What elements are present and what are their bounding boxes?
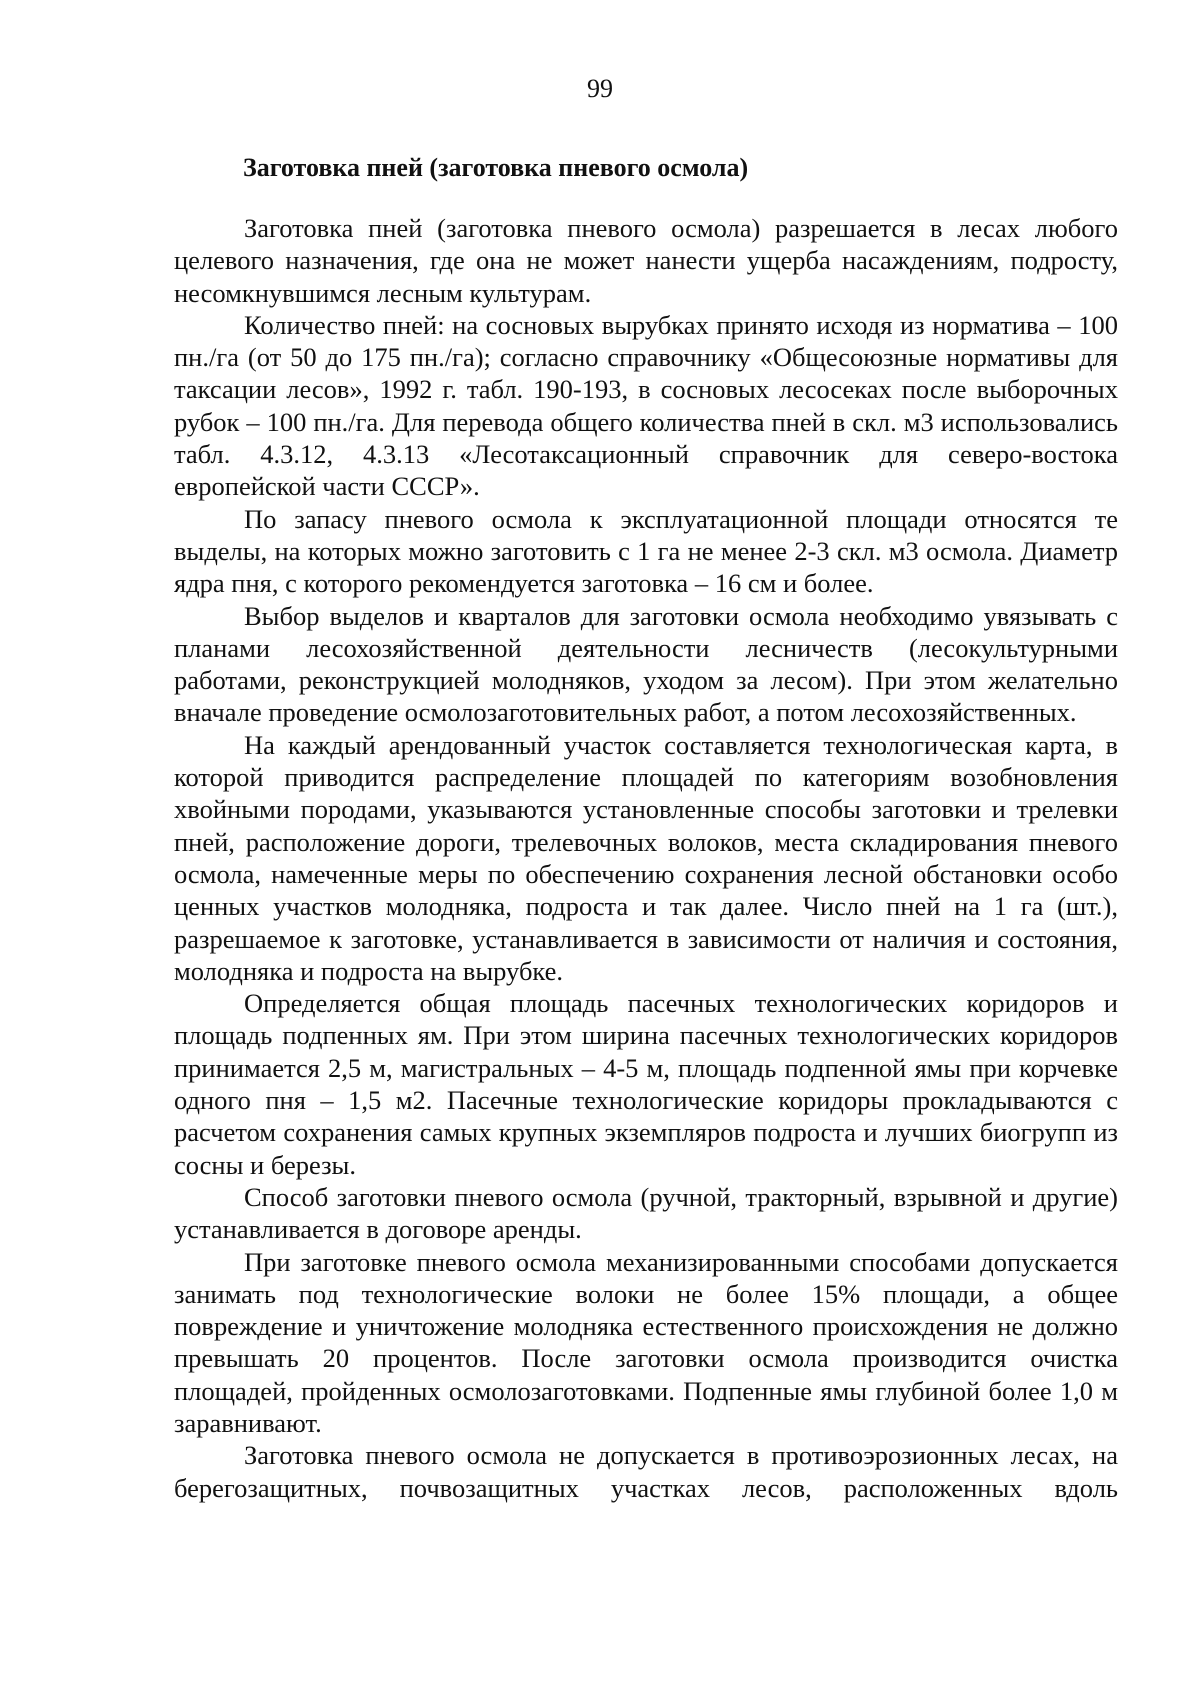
paragraph: Выбор выделов и кварталов для заготовки осмола необходимо увязывать с планами лесохозяйственной деятельности лесничеств (лесокультурными работами, реконструкцией молодняков, уходом за лесом). При этом желательно вначале проведение осмолозаготовительных работ, а потом лесохозяйственных.	[174, 600, 1118, 728]
paragraph: Количество пней: на сосновых вырубках принято исходя из норматива – 100 пн./га (от 50 до 175 пн./га); согласно справочнику «Общесоюзные нормативы для таксации лесов», 1992 г. табл. 190-193, в сосновых лесосеках после выборочных рубок – 100 пн./га. Для перевода общего количества пней в скл. м3 использовались табл. 4.3.12, 4.3.13 «Лесотаксационный справочник для северо-востока европейской части СССР».	[174, 309, 1118, 502]
page-number: 99	[587, 74, 613, 103]
body-text	[174, 212, 1118, 1504]
paragraph: На каждый арендованный участок составляется технологическая карта, в которой приводится распределение площадей по категориям возобновления хвойными породами, указываются установленные способы заготовки и трелевки пней, расположение дороги, трелевочных волоков, места складирования пневого осмола, намеченные меры по обеспечению сохранения лесной обстановки особо ценных участков молодняка, подроста и так далее. Число пней на 1 га (шт.), разрешаемое к заготовке, устанавливается в зависимости от наличия и состояния, молодняка и подроста на вырубке.	[174, 729, 1118, 986]
paragraph: При заготовке пневого осмола механизированными способами допускается занимать под технологические волоки не более 15% площади, а общее повреждение и уничтожение молодняка естественного происхождения не должно превышать 20 процентов. После заготовки осмола производится очистка площадей, пройденных осмолозаготовками. Подпенные ямы глубиной более 1,0 м заравнивают.	[174, 1246, 1118, 1438]
paragraph: Заготовка пневого осмола не допускается в противоэрозионных лесах, на берегозащитных, почвозащитных участках лесов, расположенных вдоль	[174, 1440, 1118, 1503]
paragraph: Способ заготовки пневого осмола (ручной, тракторный, взрывной и другие) устанавливается в договоре аренды.	[174, 1181, 1118, 1245]
paragraph: По запасу пневого осмола к эксплуатационной площади относятся те выделы, на которых можно заготовить с 1 га не менее 2-3 скл. м3 осмола. Диаметр ядра пня, с которого рекомендуется заготовка – 16 см и более.	[174, 503, 1118, 599]
section-heading: Заготовка пней (заготовка пневого осмола)	[243, 153, 749, 182]
paragraph: Определяется общая площадь пасечных технологических коридоров и площадь подпенных ям. При этом ширина пасечных технологических коридоров принимается 2,5 м, магистральных – 4-5 м, площадь подпенной ямы при корчевке одного пня – 1,5 м2. Пасечные технологические коридоры прокладываются с расчетом сохранения самых крупных экземпляров подроста и лучших биогрупп из сосны и березы.	[174, 988, 1118, 1180]
paragraph: Заготовка пней (заготовка пневого осмола) разрешается в лесах любого целевого назначения, где она не может нанести ущерба насаждениям, подросту, несомкнувшимся лесным культурам.	[174, 213, 1118, 308]
